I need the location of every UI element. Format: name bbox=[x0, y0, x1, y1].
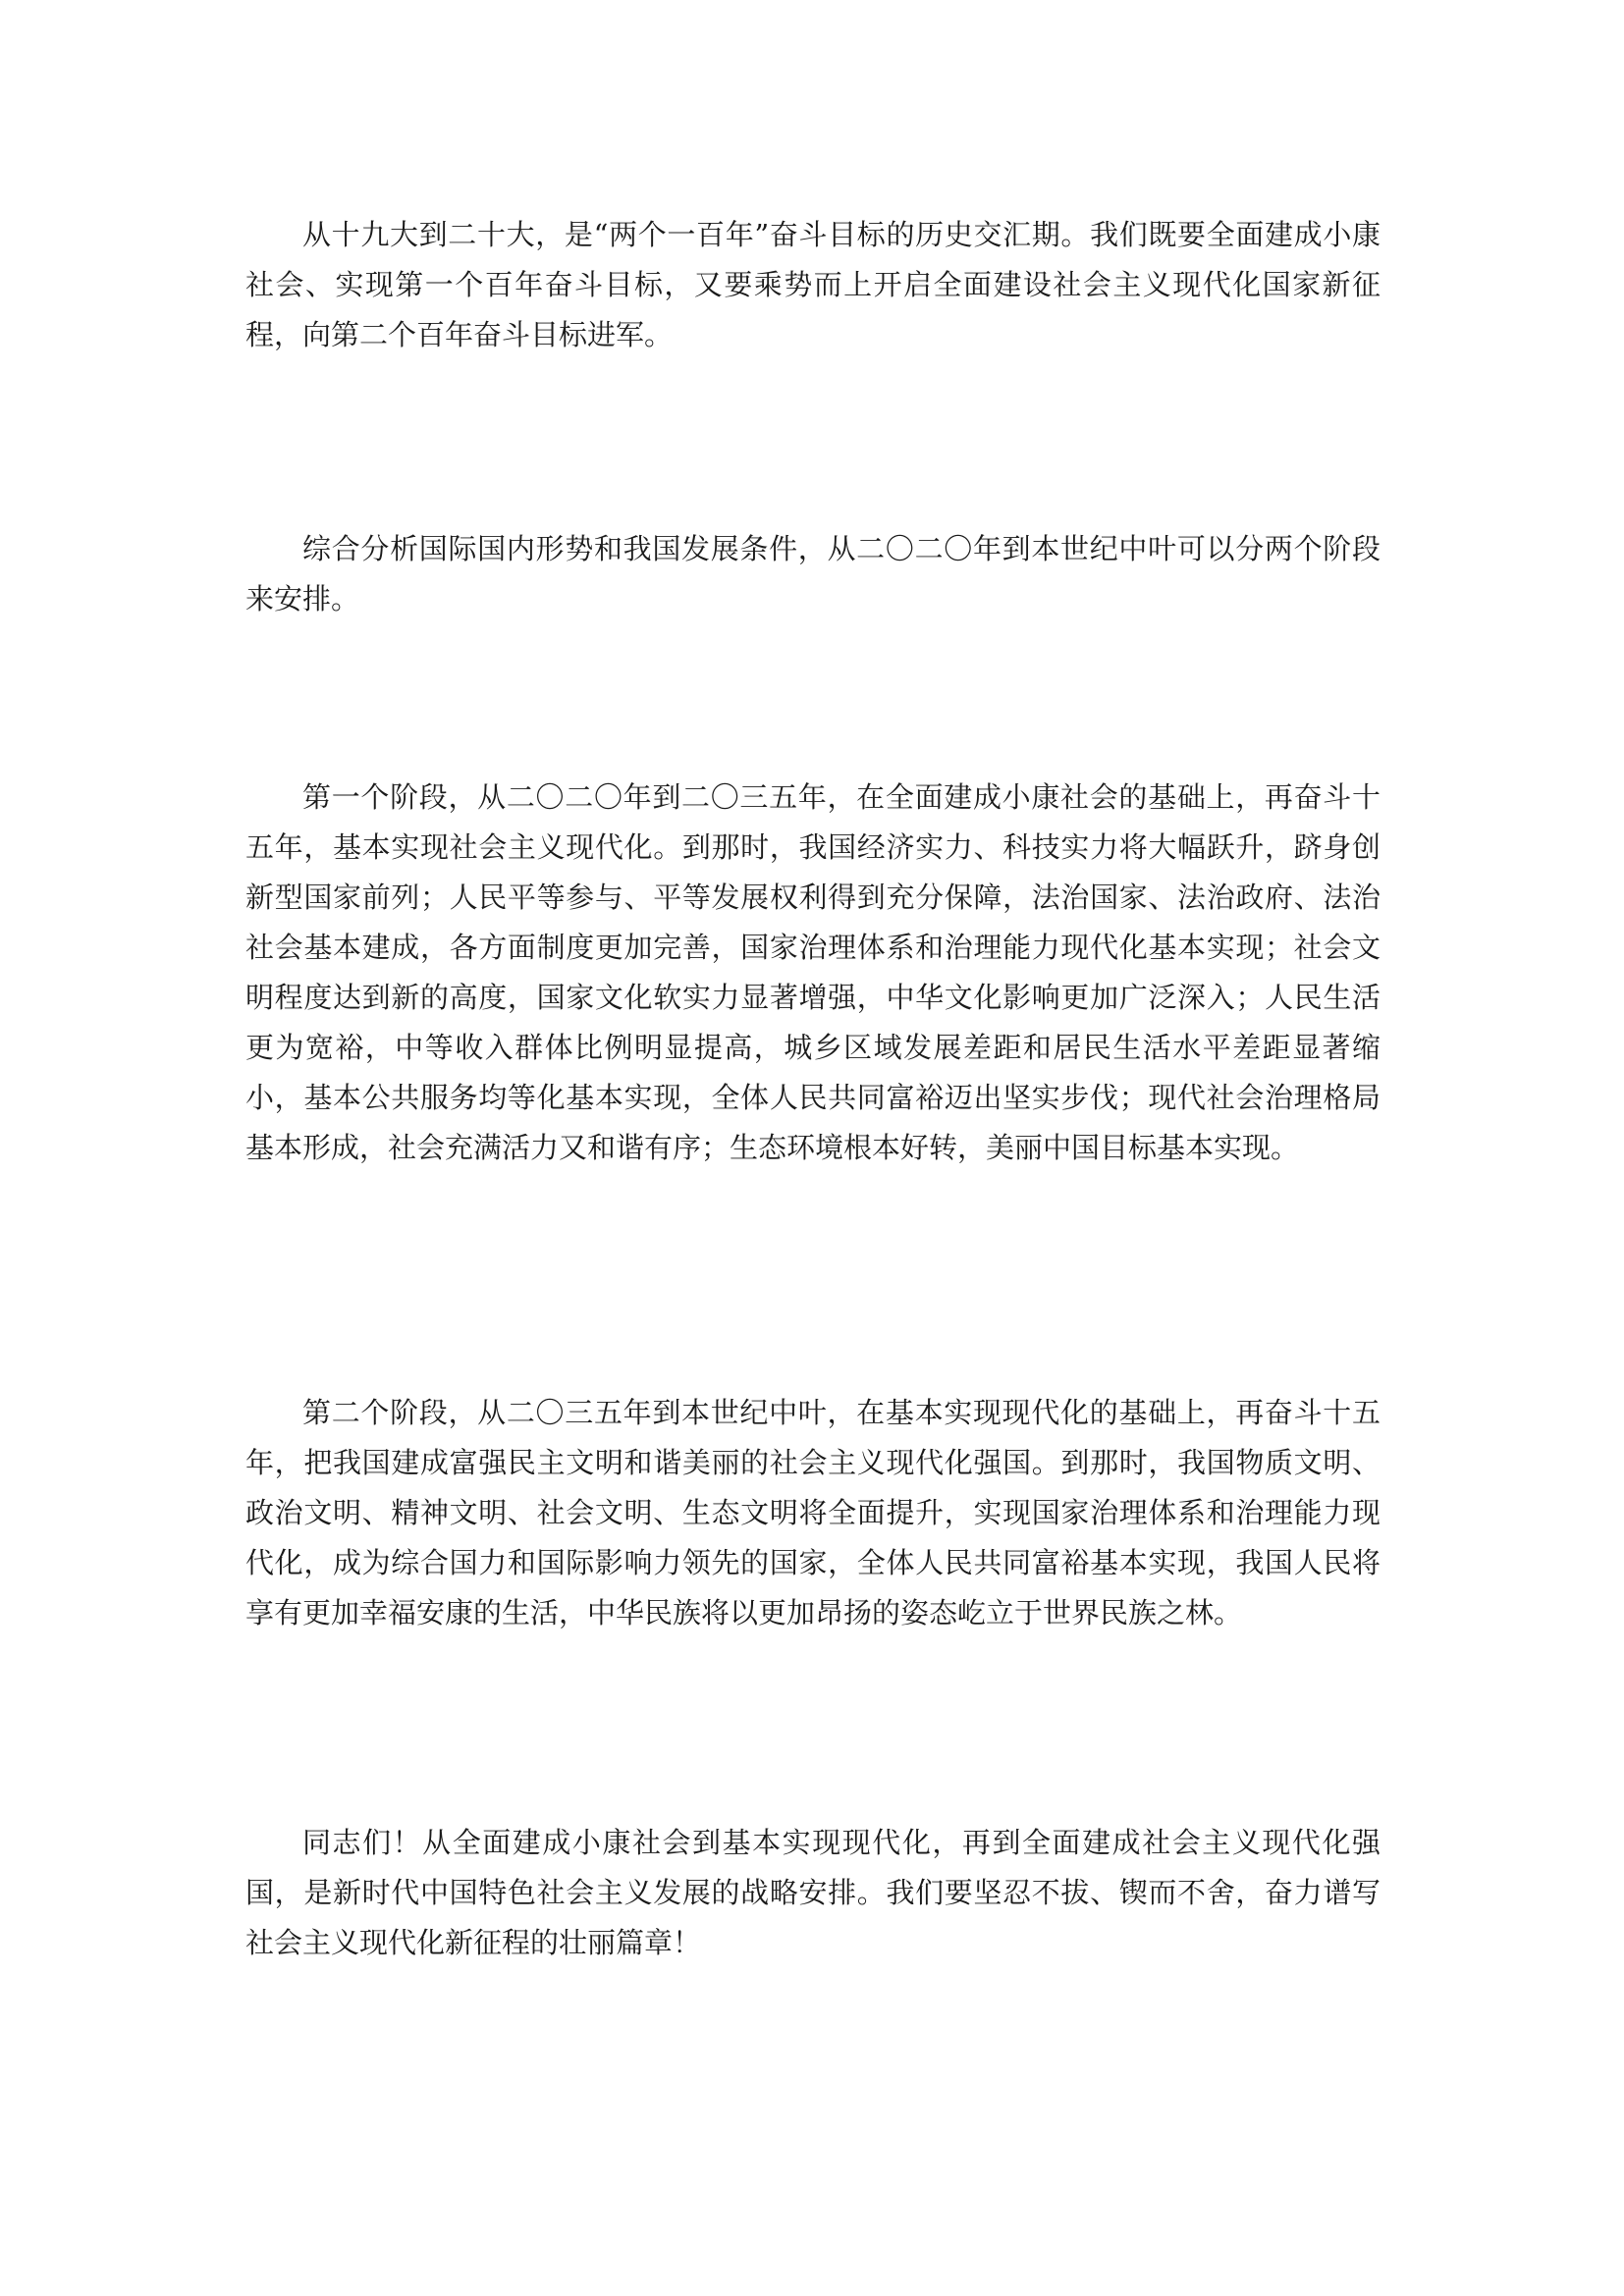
paragraph-5: 同志们！从全面建成小康社会到基本实现现代化，再到全面建成社会主义现代化强国，是新时代中国特色社会主义发展的战略安排。我们要坚忍不拔、锲而不舍，奋力谱写社会主义现代化新征程的壮丽篇章！ bbox=[245, 1826, 1380, 1959]
paragraph-2: 综合分析国际国内形势和我国发展条件，从二〇二〇年到本世纪中叶可以分两个阶段来安排。 bbox=[245, 532, 1380, 615]
paragraph-1: 从十九大到二十大，是“两个一百年”奋斗目标的历史交汇期。我们既要全面建成小康社会、实现第一个百年奋斗目标，又要乘势而上开启全面建设社会主义现代化国家新征程，向第二个百年奋斗目标进军。 bbox=[245, 218, 1380, 351]
paragraph-3: 第一个阶段，从二〇二〇年到二〇三五年，在全面建成小康社会的基础上，再奋斗十五年，基本实现社会主义现代化。到那时，我国经济实力、科技实力将大幅跃升，跻身创新型国家前列；人民平等参与、平等发展权利得到充分保障，法治国家、法治政府、法治社会基本建成，各方面制度更加完善，国家治理体系和治理能力现代化基本实现；社会文明程度达到新的高度，国家文化软实力显著增强，中华文化影响更加广泛深入；人民生活更为宽裕，中等收入群体比例明显提高，城乡区域发展差距和居民生活水平差距显著缩小，基本公共服务均等化基本实现，全体人民共同富裕迈出坚实步伐；现代社会治理格局基本形成，社会充满活力又和谐有序；生态环境根本好转，美丽中国目标基本实现。 bbox=[245, 780, 1380, 1164]
paragraph-4: 第二个阶段，从二〇三五年到本世纪中叶，在基本实现现代化的基础上，再奋斗十五年，把我国建成富强民主文明和谐美丽的社会主义现代化强国。到那时，我国物质文明、政治文明、精神文明、社会文明、生态文明将全面提升，实现国家治理体系和治理能力现代化，成为综合国力和国际影响力领先的国家，全体人民共同富裕基本实现，我国人民将享有更加幸福安康的生活，中华民族将以更加昂扬的姿态屹立于世界民族之林。 bbox=[245, 1396, 1380, 1629]
